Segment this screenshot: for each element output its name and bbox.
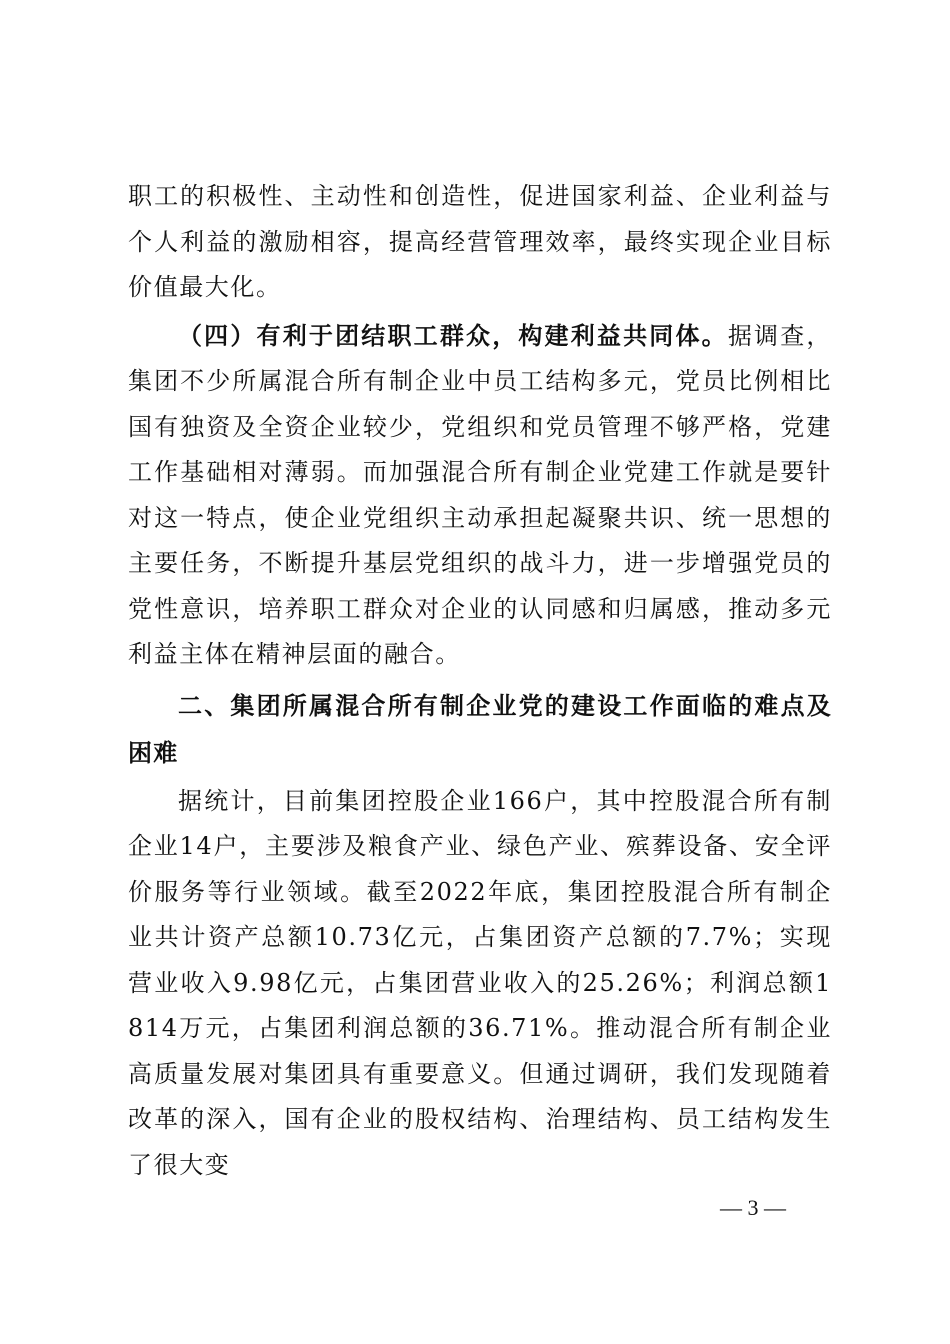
paragraph-statistics: 据统计，目前集团控股企业166户，其中控股混合所有制企业14户，主要涉及粮食产业、绿色产业、殡葬设备、安全评价服务等行业领域。截至2022年底，集团控股混合所有制企业共计资产总额10.73亿元，占集团资产总额的7.7%；实现营业收入9.98亿元，占集团营业收入的25.26%；利润总额1814万元，占集团利润总额的36.71%。推动混合所有制企业高质量发展对集团具有重要意义。但通过调研，我们发现随着改革的深入，国有企业的股权结构、治理结构、员工结构发生了很大变	[128, 786, 832, 1179]
paragraph-continuation: 职工的积极性、主动性和创造性，促进国家利益、企业利益与个人利益的激励相容，提高经营管理效率，最终实现企业目标价值最大化。	[128, 182, 832, 301]
paragraph-four-text: 据调查，集团不少所属混合所有制企业中员工结构多元，党员比例相比国有独资及全资企业较少，党组织和党员管理不够严格，党建工作基础相对薄弱。而加强混合所有制企业党建工作就是要针对这一特点，使企业党组织主动承担起凝聚共识、统一思想的主要任务，不断提升基层党组织的战斗力，进一步增强党员的党性意识，培养职工群众对企业的认同感和归属感，推动多元利益主体在精神层面的融合。	[128, 321, 832, 668]
page-number: — 3 —	[720, 1195, 786, 1220]
section-heading: 二、集团所属混合所有制企业党的建设工作面临的难点及困难	[128, 691, 832, 767]
paragraph-four-lead: （四）有利于团结职工群众，构建利益共同体。	[178, 320, 728, 350]
paragraph-four	[128, 313, 832, 678]
document-body	[128, 174, 832, 1188]
